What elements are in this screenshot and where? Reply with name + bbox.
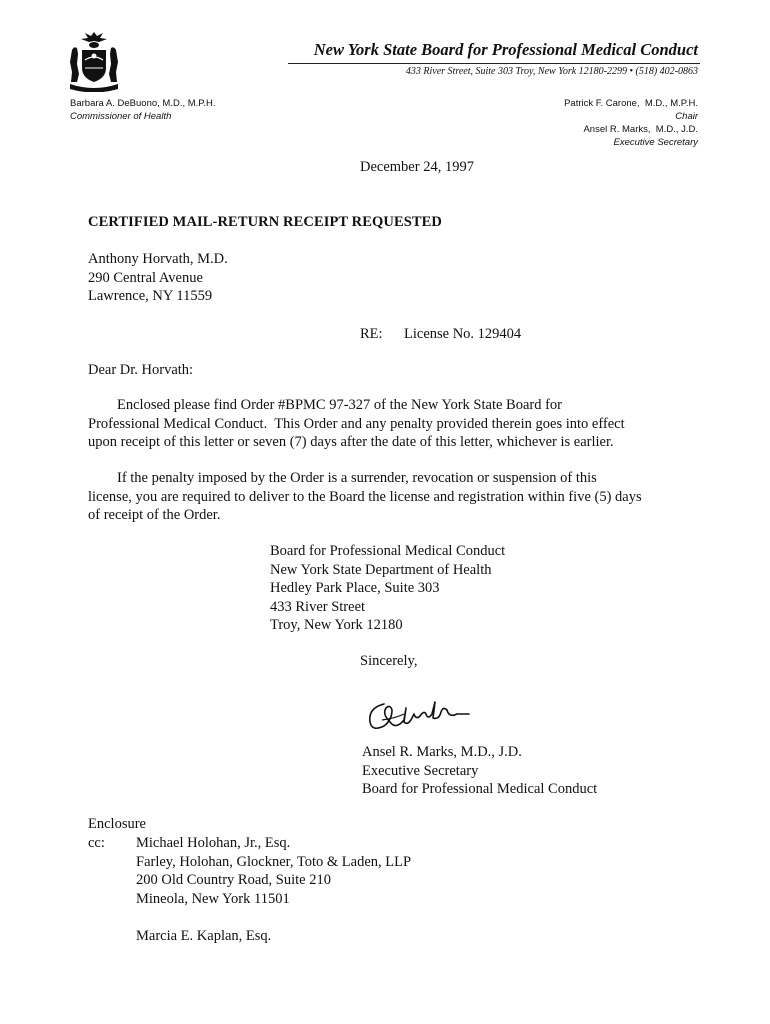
address-line: Board for Professional Medical Conduct [270,543,506,559]
paragraph-line: upon receipt of this letter or seven (7) days after the date of this letter, whichever is earlier. [88,434,614,451]
closing: Sincerely, [360,653,418,669]
cc-label: cc: [88,835,105,851]
letter-date: December 24, 1997 [360,159,474,175]
paragraph-line: Enclosed please find Order #BPMC 97-327 of the New York State Board for [88,397,562,413]
cc-line: Farley, Holohan, Glockner, Toto & Laden, LLP [136,853,412,870]
cc-line: Mineola, New York 11501 [136,890,290,907]
certified-mail-notice: CERTIFIED MAIL-RETURN RECEIPT REQUESTED [88,214,443,230]
secretary-name: Ansel R. Marks, M.D., J.D. [583,124,698,135]
re-label: RE: [360,326,383,342]
paragraph-line: license, you are required to deliver to the Board the license and registration within five (5) days [88,488,642,505]
enclosure-note: Enclosure [88,816,146,832]
address-line: Troy, New York 12180 [270,617,403,634]
signer-name: Ansel R. Marks, M.D., J.D. [362,744,522,760]
paragraph-line: If the penalty imposed by the Order is a surrender, revocation or suspension of this [88,470,597,486]
secretary-title: Executive Secretary [613,137,698,148]
cc-line: 200 Old Country Road, Suite 210 [136,872,331,889]
license-number: License No. 129404 [404,326,522,342]
signer-block [362,743,597,799]
paragraph-penalty-notice [88,469,642,525]
address-line: 433 River Street [270,598,366,615]
handwritten-signature [362,690,482,740]
chair-name: Patrick F. Carone, M.D., M.P.H. [564,98,698,109]
board-title: New York State Board for Professional Medical Conduct [313,40,698,59]
address-line: New York State Department of Health [270,561,492,578]
board-mailing-address [270,542,505,635]
paragraph-order-notice [88,396,625,452]
cc-recipient [136,834,411,908]
commissioner-block [70,97,216,123]
cc-line: Michael Holohan, Jr., Esq. [136,835,291,851]
paragraph-line: Professional Medical Conduct. This Order and any penalty provided therein goes into effect [88,415,625,432]
recipient-line: Anthony Horvath, M.D. [88,251,228,267]
paragraph-line: of receipt of the Order. [88,507,221,524]
recipient-line: 290 Central Avenue [88,269,203,286]
cc-recipient-second: Marcia E. Kaplan, Esq. [136,928,272,944]
new-york-state-seal-icon [66,30,122,92]
recipient-line: Lawrence, NY 11559 [88,288,213,305]
address-line: Hedley Park Place, Suite 303 [270,580,440,597]
signer-title: Executive Secretary [362,762,479,779]
salutation: Dear Dr. Horvath: [88,362,194,378]
signer-organization: Board for Professional Medical Conduct [362,781,598,798]
recipient-address [88,250,228,306]
chair-title: Chair [675,111,698,122]
board-officials-block [480,97,698,149]
commissioner-title: Commissioner of Health [70,111,172,122]
board-address: 433 River Street, Suite 303 Troy, New York 12180-2299 • (518) 402-0863 [405,66,698,77]
header-divider [288,63,700,64]
commissioner-name: Barbara A. DeBuono, M.D., M.P.H. [70,98,216,109]
